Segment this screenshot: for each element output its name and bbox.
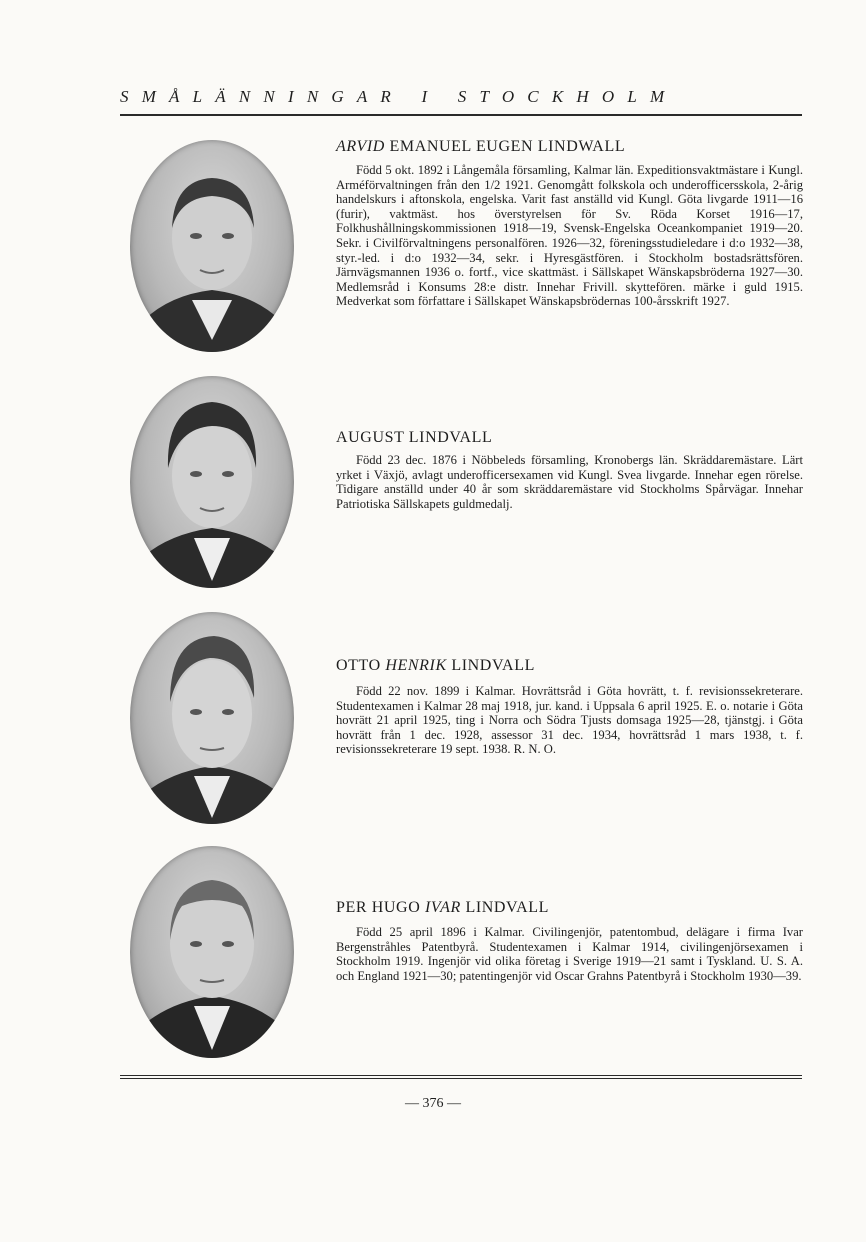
entry-biography: Född 25 april 1896 i Kalmar. Civilingenjör, patentombud, delägare i firma Ivar Bergenstråhles Patentbyrå. Studentexamen i Kalmar 1914, civilingenjörsexamen i Stockholm 1919. Ingenjör vid olika företag i Sverige 1919—21 samt i Tyskland. U. S. A. och England 1921—30; patentingenjör vid Oscar Grahns Patentbyrå i Stockholm 1930—39. (336, 925, 803, 983)
portrait-photo (130, 612, 294, 824)
page-number: — 376 — (405, 1096, 461, 1111)
entry-name: ARVID EMANUEL EUGEN LINDWALL (336, 138, 626, 155)
running-header: SMÅLÄNNINGAR I STOCKHOLM (120, 87, 678, 106)
portrait-photo (130, 140, 294, 352)
entry-name: PER HUGO IVAR LINDVALL (336, 899, 550, 916)
entry-name: OTTO HENRIK LINDVALL (336, 657, 535, 674)
header-rule (120, 114, 802, 116)
footer-rule (120, 1078, 802, 1079)
footer-rule (120, 1075, 802, 1076)
portrait-man-1-icon (130, 140, 294, 352)
portrait-man-4-icon (130, 846, 294, 1058)
portrait-photo (130, 376, 294, 588)
portrait-man-2-icon (130, 376, 294, 588)
portrait-man-3-icon (130, 612, 294, 824)
entry-biography: Född 5 okt. 1892 i Långemåla församling, Kalmar län. Expeditionsvaktmästare i Kungl. Arméförvaltningen från den 1/2 1921. Genomgått folkskola och underofficersskola, 2-årig handelskurs i aftonskola, engelska. Varit fast anställd vid Kungl. Göta livgarde 1911—16 (furir), vaktmäst. hos överstyrelsen för Sv. Röda Korset 1916—17, Folkhushållningskommissionen 1918—19, Svensk-Engelska Oceankompaniet 1919—20. Sekr. i Civilförvaltningens personalfören. 1926—32, föreningsstudieledare i d:o 1932—38, styr.-led. i d:o 1932—34, sekr. i Hyresgästfören. i Stockholm bostadsrättsfören. Järnvägsmannen 1936 o. fortf., vice skattmäst. i Sällskapet Wänskapsbröderna 1927—30. Medlemsråd i Konsums 28:e distr. Innehar Frivill. skyttefören. märke i guld 1915. Medverkat som författare i Sällskapet Wänskapsbrödernas 100-årsskrift 1927. (336, 163, 803, 309)
entry-biography: Född 23 dec. 1876 i Nöbbeleds församling, Kronobergs län. Skräddaremästare. Lärt yrket i Växjö, avlagt underofficersexamen vid Kungl. Svea livgarde. Innehar egen rörelse. Tidigare anställd under 40 år som skräddaremästare vid Stockholms Spårvägar. Innehar Patriotiska Sällskapets guldmedalj. (336, 453, 803, 511)
entry-name: AUGUST LINDVALL (336, 429, 493, 446)
entry-biography: Född 22 nov. 1899 i Kalmar. Hovrättsråd i Göta hovrätt, t. f. revisionssekreterare. Studentexamen i Kalmar 28 maj 1918, jur. kand. i Uppsala 6 april 1925. E. o. notarie i Göta hovrätt 21 april 1925, ting i Norra och Södra Tjusts domsaga 1925—28, tjänstgj. i Göta hovrätt från 1 dec. 1928, assessor 31 dec. 1934, hovrättsråd 1 mars 1938, t. f. revisionssekreterare 19 sept. 1938. R. N. O. (336, 684, 803, 757)
portrait-photo (130, 846, 294, 1058)
